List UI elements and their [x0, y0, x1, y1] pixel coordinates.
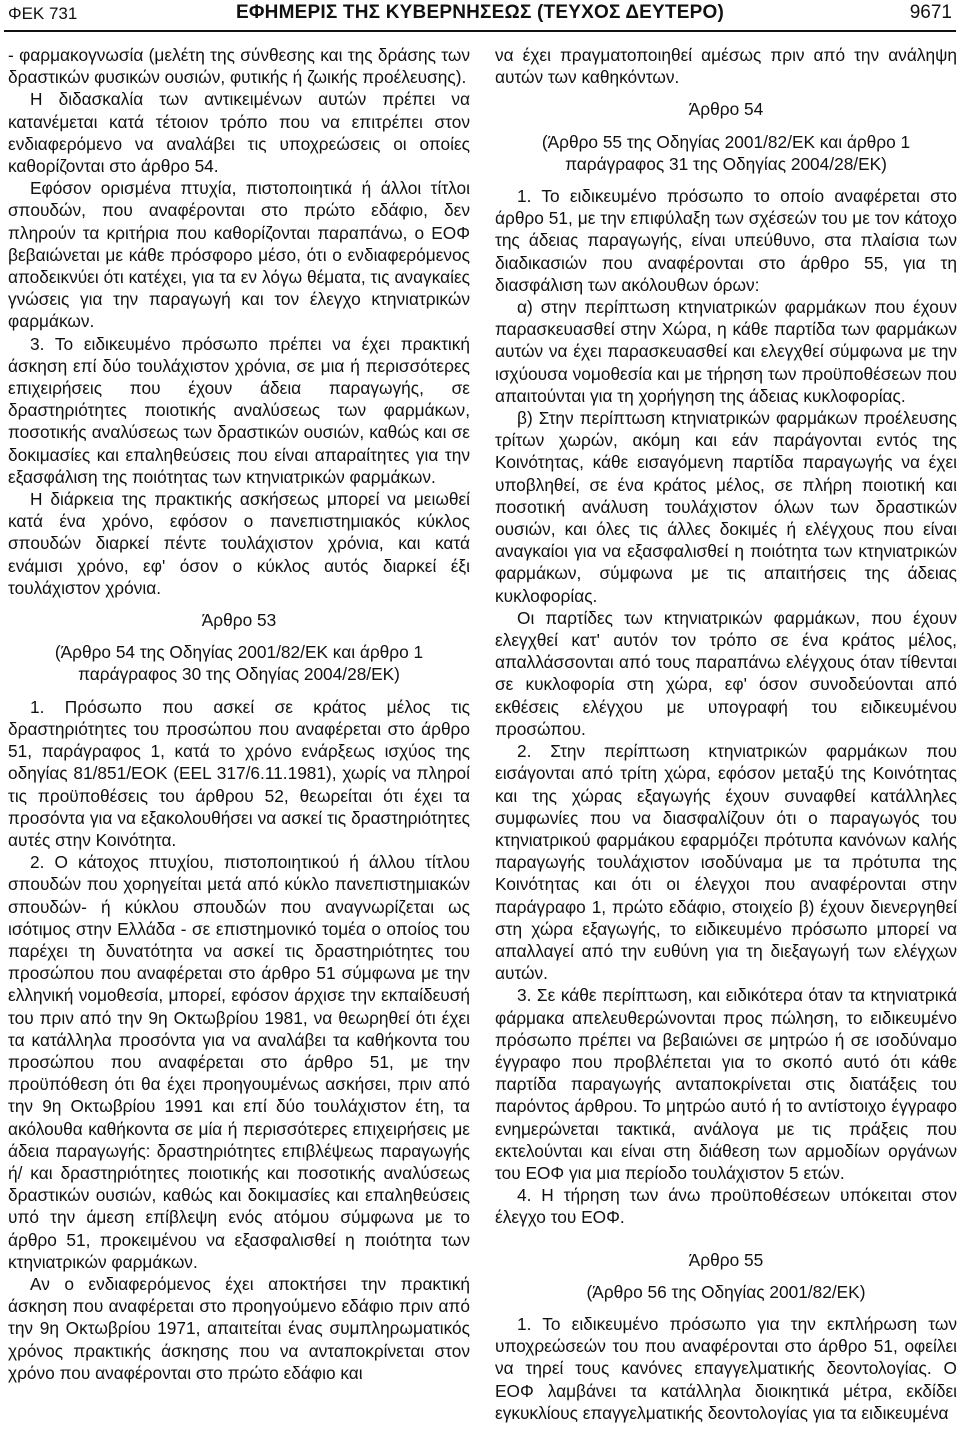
paragraph: 1. Το ειδικευμένο πρόσωπο για την εκπλήρωση των υποχρεώσεών του που αναφέρονται στο άρθρο 51, οφείλει να τηρεί τους κανόνες επαγγελματικής δεοντολογίας. Ο ΕΟΦ λαμβάνει τα κατάλληλα διοικητικά μέτρα, εκδίδει εγκυκλίους επαγγελματικής δεοντολογίας για τα ειδικευμένα	[495, 1313, 957, 1423]
paragraph: Η διάρκεια της πρακτικής ασκήσεως μπορεί να μειωθεί κατά ένα χρόνο, εφόσον ο πανεπιστημιακός κύκλος σπουδών διαρκεί πέντε τουλάχιστον χρόνια, και κατά ενάμισι χρόνο, εφ' όσον ο κύκλος αυτός διαρκεί έξι τουλάχιστον χρόνια.	[8, 489, 470, 598]
paragraph: 4. Η τήρηση των άνω προϋποθέσεων υπόκειται στον έλεγχο του ΕΟΦ.	[495, 1185, 957, 1228]
right-column	[495, 44, 957, 1424]
paragraph: να έχει πραγματοποιηθεί αμέσως πριν από την ανάληψη αυτών των καθηκόντων.	[495, 45, 957, 88]
paragraph: 2. Ο κάτοχος πτυχίου, πιστοποιητικού ή άλλου τίτλου σπουδών που χορηγείται μετά από κύκλο πανεπιστημιακών σπουδών- ή κύκλου σπουδών που αναγνωρίζεται ως ισότιμος στην Ελλάδα - σε επιστημονικό τομέα ο οποίος του παρέχει τη δυνατότητα να ασκεί τις δραστηριότητες του προσώπου που αναφέρεται στο άρθρο 51 σύμφωνα με την ελληνική νομοθεσία, μπορεί, εφόσον άρχισε την εκπαίδευσή του πριν από την 9η Οκτωβρίου 1981, να θεωρηθεί ότι έχει τα κατάλληλα προσόντα για να αναλάβει τα καθήκοντα του προσώπου που αναφέρεται στο άρθρο 51, με την προϋπόθεση ότι θα έχει προηγουμένως ασκήσει, πριν από την 9η Οκτωβρίου 1991 και επί δύο τουλάχιστον έτη, τα ακόλουθα καθήκοντα σε μία ή περισσότερες επιχειρήσεις με άδεια παραγωγής: δραστηριότητες επιβλέψεως παραγωγής ή/ και δραστηριότητες ποιοτικής και ποσοτικής αναλύσεως δραστικών ουσιών, καθώς και δοκιμασίες και επαληθεύσεις υπό την άμεση επίβλεψη ενός ατόμου σύμφωνα με το άρθρο 51, προκειμένου να εξασφαλισθεί η ποιότητα των κτηνιατρικών φαρμάκων.	[8, 852, 470, 1272]
paragraph: Οι παρτίδες των κτηνιατρικών φαρμάκων, που έχουν ελεγχθεί κατ' αυτόν τον τρόπο σε ένα κράτος μέλος, απαλλάσσονται από τους παραπάνω ελέγχους όταν τίθενται σε κυκλοφορία στη χώρα, εφ' όσον συνοδεύονται από εκθέσεις ελέγχου με υπογραφή του ειδικευμένου προσώπου.	[495, 607, 957, 739]
gazette-title: ΕΦΗΜΕΡΙΣ ΤΗΣ ΚΥΒΕΡΝΗΣΕΩΣ (ΤΕΥΧΟΣ ΔΕΥΤΕΡΟ)	[236, 2, 724, 23]
article-53-title: Άρθρο 53	[201, 610, 277, 631]
paragraph: 2. Στην περίπτωση κτηνιατρικών φαρμάκων που εισάγονται από τρίτη χώρα, εφόσον μεταξύ της Κοινότητας και της χώρας εξαγωγής έχουν συναφθεί κατάλληλες συμφωνίες που να διασφαλίζουν ότι ο παραγωγός του κτηνιατρικού φαρμάκου εφαρμόζει πρότυπα κανόνων καλής παραγωγής τουλάχιστον ισοδύναμα με τα πρότυπα της Κοινότητας και ότι οι έλεγχοι που αναφέρονται στην παράγραφο 1, πρώτο εδάφιο, στοιχείο β) έχουν διενεργηθεί στη χώρα εξαγωγής, το ειδικευμένο πρόσωπο μπορεί να απαλλαγεί από την ευθύνη για τη διεξαγωγή των ελέγχων αυτών.	[495, 741, 957, 984]
article-53-reference: (Άρθρο 54 της Οδηγίας 2001/82/ΕΚ και άρθρο 1 παράγραφος 30 της Οδηγίας 2004/28/ΕΚ)	[54, 642, 424, 685]
paragraph: α) στην περίπτωση κτηνιατρικών φαρμάκων που έχουν παρασκευασθεί στην Χώρα, η κάθε παρτίδα των φαρμάκων αυτών να έχει παρασκευασθεί και ελεγχθεί σύμφωνα με την ισχύουσα νομοθεσία και με τήρηση των προϋποθέσεων που απαιτούνται για τη χορήγηση της άδειας κυκλοφορίας.	[495, 297, 957, 406]
page-header	[0, 0, 960, 34]
article-54-reference: (Άρθρο 55 της Οδηγίας 2001/82/ΕΚ και άρθρο 1 παράγραφος 31 της Οδηγίας 2004/28/ΕΚ)	[541, 131, 911, 174]
article-55-title: Άρθρο 55	[688, 1249, 764, 1270]
header-rule	[4, 30, 956, 32]
issue-number: ΦΕΚ 731	[8, 4, 78, 23]
paragraph: Αν ο ενδιαφερόμενος έχει αποκτήσει την πρακτική άσκηση που αναφέρεται στο προηγούμενο εδάφιο πριν από την 9η Οκτωβρίου 1971, απαιτείται ένας συμπληρωματικός χρόνος πρακτικής άσκησης που να ανταποκρίνεται στον χρόνο που αναφέρονται στο πρώτο εδάφιο και	[8, 1273, 470, 1383]
article-55-reference: (Άρθρο 56 της Οδηγίας 2001/82/ΕΚ)	[586, 1281, 866, 1302]
article-54-title: Άρθρο 54	[688, 99, 764, 120]
paragraph: Η διδασκαλία των αντικειμένων αυτών πρέπει να κατανέμεται κατά τέτοιον τρόπο που να επιτρέπει στον ενδιαφερόμενο να αναλάβει τις υποχρεώσεις οι οποίες καθορίζονται στο άρθρο 54.	[8, 89, 470, 177]
paragraph: 3. Σε κάθε περίπτωση, και ειδικότερα όταν τα κτηνιατρικά φάρμακα απελευθερώνονται προς πώληση, το ειδικευμένο πρόσωπο πρέπει να βεβαιώνει σε μητρώο ή σε ισοδύναμο έγγραφο που προβλέπεται για το σκοπό αυτό ότι κάθε παρτίδα παραγωγής ανταποκρίνεται στις διατάξεις του παρόντος άρθρου. Το μητρώο αυτό ή το αντίστοιχο έγγραφο ενημερώνεται τακτικά, ανάλογα με τις πράξεις που εκτελούνται και είναι στη διάθεση των αρμοδίων οργάνων του ΕΟΦ για μια περίοδο τουλάχιστον 5 ετών.	[495, 985, 957, 1183]
paragraph: 1. Το ειδικευμένο πρόσωπο το οποίο αναφέρεται στο άρθρο 51, με την επιφύλαξη των σχέσεών του με τον κάτοχο της άδειας παραγωγής, είναι υπεύθυνο, στα πλαίσια των διαδικασιών που αναφέρονται στο άρθρο 55, για τη διασφάλιση των ακόλουθων όρων:	[495, 186, 957, 295]
paragraph: 3. Το ειδικευμένο πρόσωπο πρέπει να έχει πρακτική άσκηση επί δύο τουλάχιστον χρόνια, σε μια ή περισσότερες επιχειρήσεις που έχουν άδεια παραγωγής, σε δραστηριότητες ποιοτικής αναλύσεως των φαρμάκων, ποσοτικής αναλύσεως των δραστικών ουσιών, καθώς και σε δοκιμασίες και επαληθεύσεις που είναι απαραίτητες για την εξασφάλιση της ποιότητας των κτηνιατρικών φαρμάκων.	[8, 333, 470, 487]
paragraph: 1. Πρόσωπο που ασκεί σε κράτος μέλος τις δραστηριότητες του προσώπου που αναφέρεται στο άρθρο 51, παράγραφος 1, κατά το χρόνο ενάρξεως ισχύος της οδηγίας 81/851/ΕΟΚ (ΕΕL 317/6.11.1981), χωρίς να πληροί τις προϋποθέσεις του άρθρου 52, θεωρείται ότι έχει τα προσόντα για να εξακολουθήσει να ασκεί τις δραστηριότητες αυτές στην Κοινότητα.	[8, 696, 470, 850]
paragraph: - φαρμακογνωσία (μελέτη της σύνθεσης και της δράσης των δραστικών φυσικών ουσιών, φυτικής ή ζωικής προέλευσης).	[8, 45, 470, 88]
paragraph: Εφόσον ορισμένα πτυχία, πιστοποιητικά ή άλλοι τίτλοι σπουδών, που αναφέρονται στο πρώτο εδάφιο, δεν πληρούν τα κριτήρια που καθορίζονται παραπάνω, ο ΕΟΦ βεβαιώνεται με κάθε πρόσφορο μέσο, ότι ο ενδιαφερόμενος αποδεικνύει ότι κατέχει, για τα εν λόγω θέματα, τις αναγκαίες γνώσεις για την παραγωγή και τον έλεγχο κτηνιατρικών φαρμάκων.	[8, 178, 470, 332]
page-number: 9671	[909, 2, 952, 23]
paragraph: β) Στην περίπτωση κτηνιατρικών φαρμάκων προέλευσης τρίτων χωρών, ακόμη και εάν παράγονται εντός της Κοινότητας, κάθε εισαγόμενη παρτίδα παραγωγής να έχει υποβληθεί, σε ένα κράτος μέλος, σε πλήρη ποιοτική και ποσοτική ανάλυση τουλάχιστον όλων των δραστικών ουσιών, και όλες τις άλλες δοκιμές ή ελέγχους που είναι αναγκαίοι για να εξασφαλισθεί η ποιότητα των κτηνιατρικών φαρμάκων, σύμφωνα με τις απαιτήσεις της άδειας κυκλοφορίας.	[495, 408, 957, 606]
left-column	[8, 44, 470, 1384]
